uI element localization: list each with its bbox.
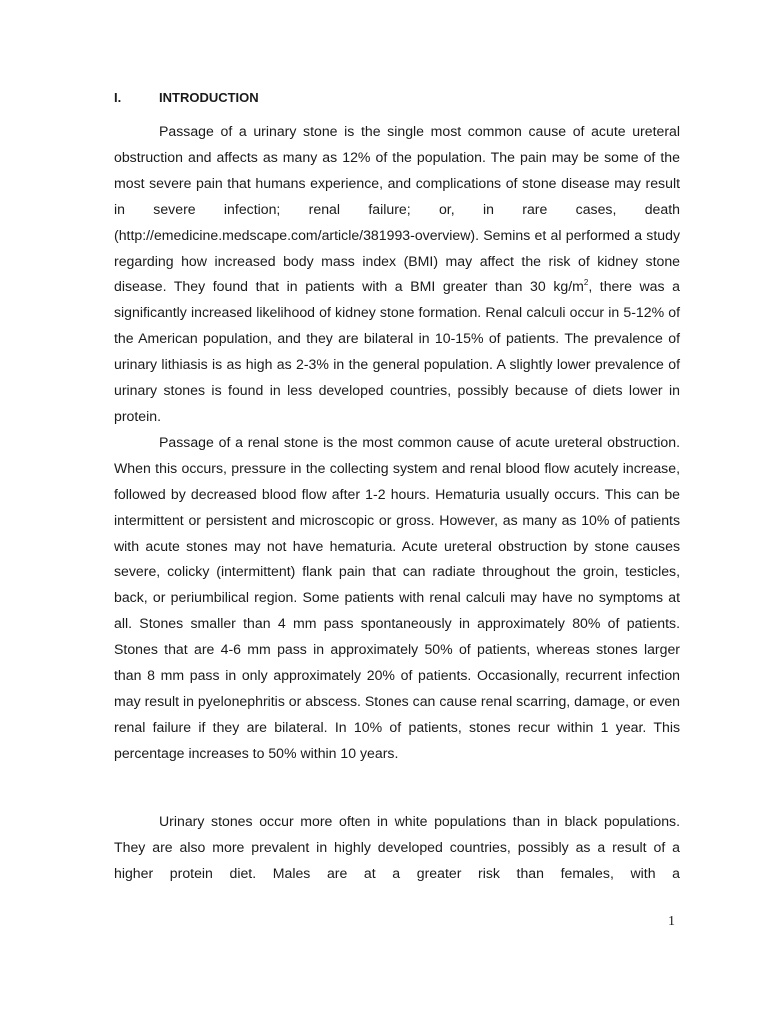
superscript-2: 2 — [583, 278, 589, 288]
page-number: 1 — [668, 914, 675, 929]
section-title: INTRODUCTION — [159, 90, 259, 105]
paragraph-2: Passage of a renal stone is the most common cause of acute ureteral obstruction. When this occurs, pressure in the collecting system and renal blood flow acutely increase, followed by decreased blood flow after 1-2 hours. Hematuria usually occurs. This can be intermittent or persistent and microscopic or gross. However, as many as 10% of patients with acute stones may not have hematuria. Acute ureteral obstruction by stone causes severe, colicky (intermittent) flank pain that can radiate throughout the groin, testicles, back, or periumbilical region. Some patients with renal calculi may have no symptoms at all. Stones smaller than 4 mm pass spontaneously in approximately 80% of patients. Stones that are 4-6 mm pass in approximately 50% of patients, whereas stones larger than 8 mm pass in only approximately 20% of patients. Occasionally, recurrent infection may result in pyelonephritis or abscess. Stones can cause renal scarring, damage, or even renal failure if they are bilateral. In 10% of patients, stones recur within 1 year. This percentage increases to 50% within 10 years. — [114, 433, 680, 761]
paragraph-1 — [114, 119, 680, 430]
paragraph-1-text-a: Passage of a urinary stone is the single most common cause of acute ureteral obstruction and affects as many as 12% of the population. The pain may be some of the most severe pain that humans experience, and complications of stone disease may result in severe infection; renal failure; or, in rare cases, death (http://emedicine.medscape.com/article/381993-overview). Semins et al performed a study regarding how increased body mass index (BMI) may affect the risk of kidney stone disease. They found that in patients with a BMI greater than 30 kg/m — [114, 123, 680, 295]
section-heading — [114, 90, 259, 106]
body-text-block — [114, 119, 680, 767]
section-number: I. — [114, 90, 122, 105]
paragraph-3: Urinary stones occur more often in white populations than in black populations. They are also more prevalent in highly developed countries, possibly as a result of a higher protein diet. Males are at a greater risk than females, with a — [114, 813, 680, 881]
paragraph-1-text-b: , there was a significantly increased likelihood of kidney stone formation. Renal calculi occur in 5-12% of the American population, and they are bilateral in 10-15% of patients. The prevalence of urinary lithiasis is as high as 2-3% in the general population. A slightly lower prevalence of urinary stones is found in less developed countries, possibly because of diets lower in protein. — [114, 278, 680, 424]
body-text-block-2 — [114, 809, 680, 887]
